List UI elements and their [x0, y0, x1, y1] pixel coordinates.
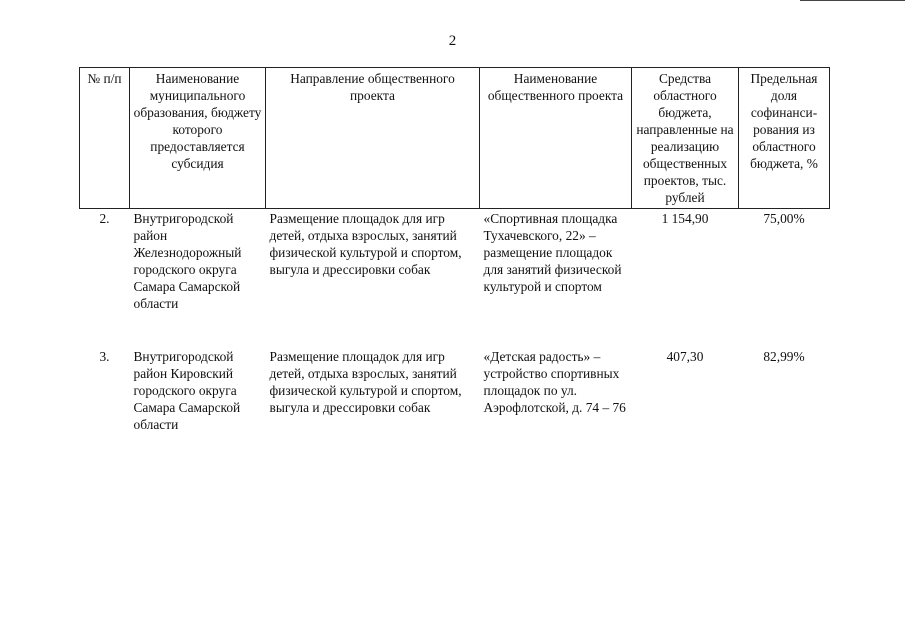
table-row: [80, 209, 830, 349]
row-share: 82,99%: [763, 349, 805, 364]
row-municipality: Внутригородской район Кировский городского округа Самара Самарской области: [133, 349, 241, 432]
row-number: 2.: [99, 211, 110, 226]
row-direction: Размещение площадок для игр детей, отдыха взрослых, занятий физической культурой и спортом, выгула и дрессировки собак: [269, 211, 462, 277]
row-municipality: Внутригородской район Железнодорожный городского округа Самара Самарской области: [133, 211, 242, 311]
row-direction: Размещение площадок для игр детей, отдыха взрослых, занятий физической культурой и спортом, выгула и дрессировки собак: [269, 349, 462, 415]
subsidy-table: [79, 67, 830, 433]
header-share: Предельная доля софинанси-рования из областного бюджета, %: [739, 68, 830, 209]
row-number: 3.: [99, 349, 110, 364]
row-project: «Детская радость» – устройство спортивных площадок по ул. Аэрофлотской, д. 74 – 76: [483, 349, 626, 415]
header-municipality: Наименование муниципального образования, бюджету которого предоставляется субсидия: [130, 68, 266, 209]
row-funds: 1 154,90: [661, 211, 709, 226]
header-direction: Направление общественного проекта: [266, 68, 480, 209]
page-number: 2: [448, 33, 457, 49]
top-rule: [800, 0, 905, 1]
header-project: Наименование общественного проекта: [480, 68, 632, 209]
row-share: 75,00%: [763, 211, 805, 226]
table-row: [80, 348, 830, 433]
table-header-row: [80, 68, 830, 209]
header-funds: Средства областного бюджета, направленные на реализацию общественных проектов, тыс. рублей: [632, 68, 739, 209]
row-funds: 407,30: [666, 349, 704, 364]
header-number: № п/п: [80, 68, 130, 209]
row-project: «Спортивная площадка Тухачевского, 22» – размещение площадок для занятий физической культурой и спортом: [483, 211, 622, 294]
